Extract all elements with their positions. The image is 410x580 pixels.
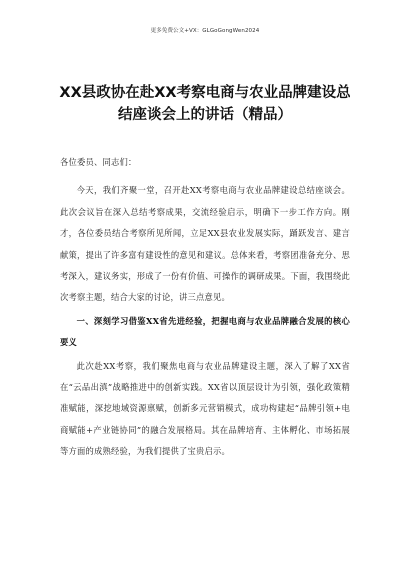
document-body	[60, 152, 350, 463]
salutation: 各位委员、同志们：	[60, 157, 137, 167]
header-note: 更多免费公文+VX：GLGoGongWen2024	[150, 28, 260, 34]
section-paragraph: 此次赴XX考察，我们聚焦电商与农业品牌建设主题，深入了解了XX省在“云品出滇”战略推进中的创新实践。XX省以顶层设计为引领，强化政策精准赋能，深挖地域资源禀赋，创新多元营销模式，成功构建起“品牌引领+电商赋能+产业链协同”的融合发展格局。其在品牌培育、主体孵化、市场拓展等方面的成熟经验，为我们提供了宝贵启示。	[60, 360, 350, 457]
body-paragraph: 今天，我们齐聚一堂，召开赴XX考察电商与农业品牌建设总结座谈会。此次会议旨在深入总结考察成果，交流经验启示，明确下一步工作方向。刚才，各位委员结合考察所见所闻，立足XX县农业发展实际，踊跃发言、建言献策，提出了许多富有建设性的意见和建议。总体来看，考察团准备充分、思考深入，建议务实，形成了一份有价值、可操作的调研成果。下面，我围绕此次考察主题，结合大家的讨论，讲三点意见。	[60, 185, 350, 303]
document-title: XX县政协在赴XX考察电商与农业品牌建设总结座谈会上的讲话（精品）	[59, 85, 351, 123]
section-heading: 一、深刻学习借鉴XX省先进经验，把握电商与农业品牌融合发展的核心要义	[60, 315, 350, 348]
